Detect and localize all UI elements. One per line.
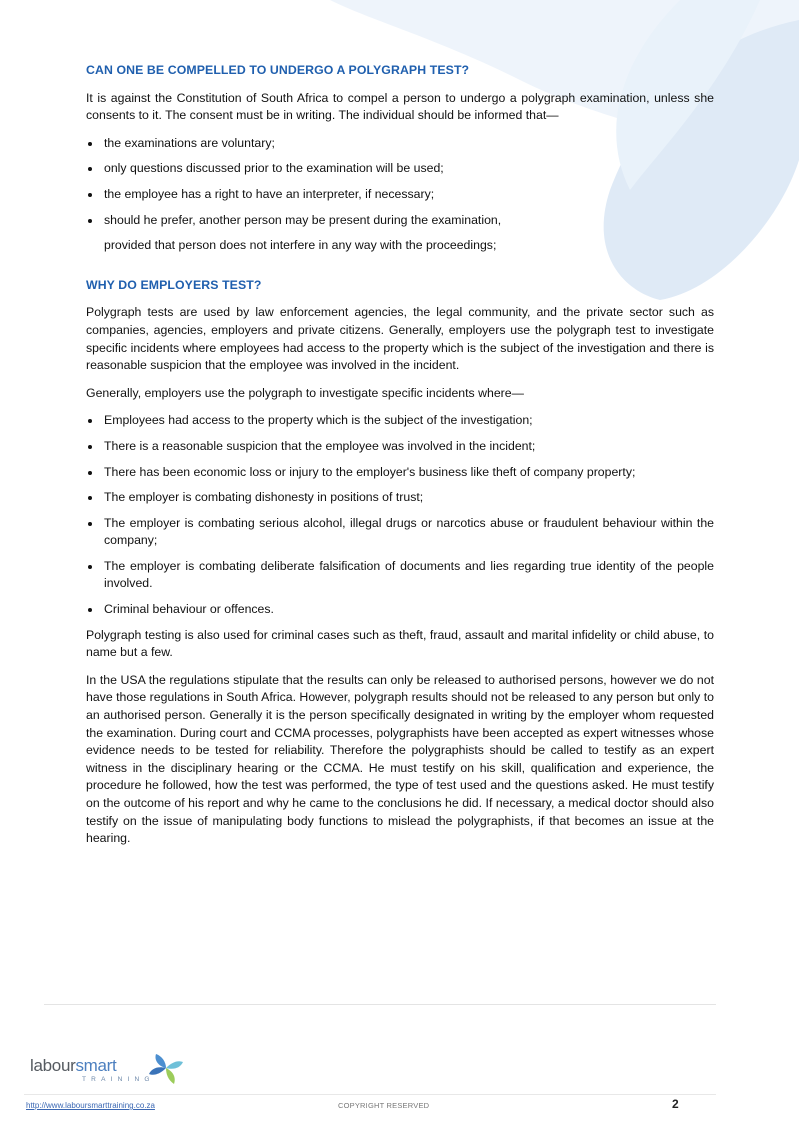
document-body xyxy=(86,62,714,858)
footer-divider xyxy=(44,1004,716,1005)
bullet-list-informed xyxy=(86,135,714,229)
logo-word-smart: smart xyxy=(75,1056,117,1075)
laboursmart-logo xyxy=(30,1050,180,1086)
paragraph-incidents-intro: Generally, employers use the polygraph to investigate specific incidents where— xyxy=(86,385,524,400)
paragraph-polygraph-use: Polygraph tests are used by law enforcement agencies, the legal community, and the private sector such as companies, agencies, employers and private citizens. Generally, employers use the polygraph test to investigate specific incidents where employees had access to the property which is the subject of the investigation and there is reasonable suspicion that the employee was involved in the incident. xyxy=(86,305,714,373)
logo-pinwheel-icon xyxy=(148,1052,184,1086)
list-item: Employees had access to the property which is the subject of the investigation; xyxy=(86,412,714,430)
list-item: There has been economic loss or injury to the employer's business like theft of company property; xyxy=(86,464,714,482)
footer-copyright: COPYRIGHT RESERVED xyxy=(338,1101,430,1110)
section-heading-compelled: CAN ONE BE COMPELLED TO UNDERGO A POLYGRAPH TEST? xyxy=(86,63,470,77)
paragraph-consent: It is against the Constitution of South Africa to compel a person to undergo a polygraph examination, unless she consents to it. The consent must be in writing. The individual should be informed that— xyxy=(86,90,714,123)
list-item: the employee has a right to have an interpreter, if necessary; xyxy=(86,186,714,204)
list-item: The employer is combating serious alcohol, illegal drugs or narcotics abuse or fraudulent behaviour within the company; xyxy=(86,515,714,550)
footer-bottom-divider xyxy=(24,1094,716,1095)
paragraph-regulations: In the USA the regulations stipulate that the results can only be released to authorised persons, however we do not have those regulations in South Africa. However, polygraph results should not be released to any person but only to an authorised person. Generally it is the person specifically designated in writing by the employer whom requested the examination. During court and CCMA processes, polygraphists have been accepted as expert witnesses whose evidence needs to be tested for reliability. Therefore the polygraphists should be called to testify as an expert witness in the disciplinary hearing or the CCMA. He must testify on his skill, qualification and experience, the procedure he followed, how the test was performed, the type of test used and the questions asked. He must testify on the outcome of his report and why he came to the conclusions he did. If necessary, a medical doctor should also testify on the issue of manipulating body functions to mislead the polygraphists, if that becomes an issue at the hearing. xyxy=(86,672,714,846)
list-item: The employer is combating deliberate falsification of documents and lies regarding true identity of the people involved. xyxy=(86,558,714,593)
logo-subtitle: TRAINING xyxy=(82,1076,155,1083)
list-item: Criminal behaviour or offences. xyxy=(86,601,714,619)
logo-word-labour: labour xyxy=(30,1056,76,1075)
footer-website-link[interactable]: http://www.laboursmarttraining.co.za xyxy=(26,1101,155,1110)
list-item: should he prefer, another person may be present during the examination, xyxy=(86,212,714,230)
paragraph-criminal-cases: Polygraph testing is also used for criminal cases such as theft, fraud, assault and marital infidelity or child abuse, to name but a few. xyxy=(86,627,714,660)
list-item: only questions discussed prior to the examination will be used; xyxy=(86,160,714,178)
logo-wordmark xyxy=(30,1056,116,1076)
page-number: 2 xyxy=(672,1097,679,1111)
bullet-list-incidents xyxy=(86,412,714,618)
list-item: The employer is combating dishonesty in positions of trust; xyxy=(86,489,714,507)
section-heading-why-test: WHY DO EMPLOYERS TEST? xyxy=(86,277,262,292)
bullet-continuation: provided that person does not interfere in any way with the proceedings; xyxy=(104,238,497,253)
list-item: There is a reasonable suspicion that the employee was involved in the incident; xyxy=(86,438,714,456)
list-item: the examinations are voluntary; xyxy=(86,135,714,153)
